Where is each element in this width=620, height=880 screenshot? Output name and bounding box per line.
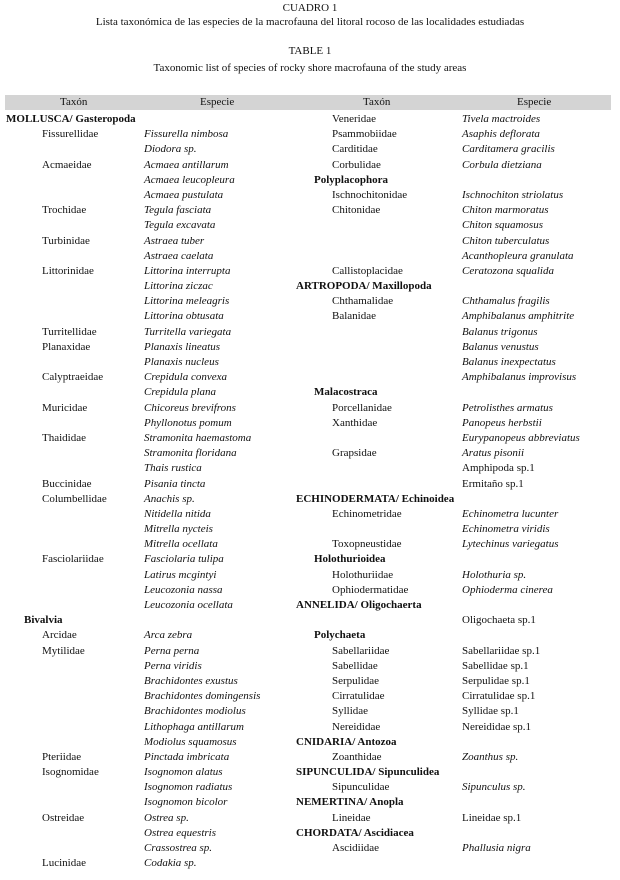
species-name: Lineidae sp.1 xyxy=(462,811,522,824)
species-name: Pisania tincta xyxy=(144,477,206,490)
table-row xyxy=(6,507,296,522)
table-row xyxy=(296,811,616,826)
species-name: Stramonita haemastoma xyxy=(144,431,252,444)
species-name: Littorina meleagris xyxy=(144,295,230,308)
species-name: Codakia sp. xyxy=(144,857,197,870)
family-name: Buccinidae xyxy=(42,477,92,490)
species-name: Fissurella nimbosa xyxy=(144,128,229,141)
species-name: Chicoreus brevifrons xyxy=(144,401,236,414)
species-name: Amphipoda sp.1 xyxy=(462,462,535,475)
species-name: Modiolus squamosus xyxy=(144,735,237,748)
species-name: Isognomon bicolor xyxy=(144,796,228,809)
family-name: Corbulidae xyxy=(332,158,381,171)
family-name: Ophiodermatidae xyxy=(332,583,409,596)
caption-en-subtitle: Taxonomic list of species of rocky shore macrofauna of the study areas xyxy=(153,62,467,74)
left-column-table xyxy=(6,112,296,871)
species-name: Syllidae sp.1 xyxy=(462,705,519,718)
family-name: Nereididae xyxy=(332,720,381,733)
family-name: Cirratulidae xyxy=(332,690,385,703)
species-name: Nitidella nitida xyxy=(144,507,211,520)
table-row xyxy=(6,112,296,127)
table-row xyxy=(296,492,616,507)
species-name: Balanus venustus xyxy=(462,340,539,353)
family-name: Planaxidae xyxy=(42,340,91,353)
header-taxon-right: Taxón xyxy=(363,96,391,108)
table-row xyxy=(296,689,616,704)
table-row xyxy=(296,537,616,552)
table-row xyxy=(296,613,616,628)
table-row xyxy=(6,370,296,385)
species-name: Ceratozona squalida xyxy=(462,264,554,277)
taxon-group: CNIDARIA/ Antozoa xyxy=(296,735,397,748)
family-name: Balanidae xyxy=(332,310,376,323)
family-name: Psammobiidae xyxy=(332,128,397,141)
species-name: Littorina ziczac xyxy=(144,280,213,293)
table-row xyxy=(296,309,616,324)
table-row xyxy=(296,552,616,567)
table-row xyxy=(6,203,296,218)
species-name: Perna perna xyxy=(144,644,200,657)
family-name: Thaididae xyxy=(42,431,86,444)
table-row xyxy=(6,811,296,826)
table-row xyxy=(296,218,616,233)
caption-es-subtitle: Lista taxonómica de las especies de la macrofauna del litoral rocoso de las localidades estudiadas xyxy=(95,16,525,28)
family-name: Arcidae xyxy=(42,629,77,642)
table-row xyxy=(6,598,296,613)
taxon-group: Bivalvia xyxy=(24,614,63,627)
table-row xyxy=(296,416,616,431)
species-name: Tegula excavata xyxy=(144,219,216,232)
family-name: Sabellariidae xyxy=(332,644,390,657)
species-name: Latirus mcgintyi xyxy=(144,568,217,581)
table-row xyxy=(296,142,616,157)
species-name: Acmaea leucopleura xyxy=(144,173,235,186)
species-name: Cirratulidae sp.1 xyxy=(462,690,536,703)
species-name: Isognomon alatus xyxy=(144,766,223,779)
table-row xyxy=(296,158,616,173)
table-row xyxy=(6,537,296,552)
family-name: Acmaeidae xyxy=(42,158,92,171)
table-row xyxy=(296,446,616,461)
species-name: Acanthopleura granulata xyxy=(462,249,574,262)
family-name: Mytilidae xyxy=(42,644,85,657)
table-row xyxy=(6,856,296,871)
table-row xyxy=(296,112,616,127)
species-name: Crepidula convexa xyxy=(144,371,227,384)
table-row xyxy=(296,644,616,659)
taxon-group: CHORDATA/ Ascidiacea xyxy=(296,826,414,839)
species-name: Acmaea pustulata xyxy=(144,188,224,201)
table-row xyxy=(296,234,616,249)
species-name: Acmaea antillarum xyxy=(144,158,229,171)
table-row xyxy=(6,431,296,446)
table-row xyxy=(6,477,296,492)
species-name: Chthamalus fragilis xyxy=(462,295,550,308)
table-row xyxy=(6,340,296,355)
species-name: Eurypanopeus abbreviatus xyxy=(462,431,580,444)
family-name: Fasciolariidae xyxy=(42,553,104,566)
table-row xyxy=(6,720,296,735)
species-name: Littorina obtusata xyxy=(144,310,224,323)
family-name: Grapsidae xyxy=(332,447,377,460)
table-row xyxy=(6,188,296,203)
family-name: Callistoplacidae xyxy=(332,264,403,277)
table-row xyxy=(296,659,616,674)
header-taxon-left: Taxón xyxy=(60,96,88,108)
table-row xyxy=(296,720,616,735)
family-name: Turritellidae xyxy=(42,325,97,338)
species-name: Petrolisthes armatus xyxy=(462,401,553,414)
table-row xyxy=(6,704,296,719)
table-row xyxy=(296,249,616,264)
species-name: Sabellidae sp.1 xyxy=(462,659,529,672)
header-species-left: Especie xyxy=(200,96,235,108)
table-row xyxy=(6,158,296,173)
species-name: Lithophaga antillarum xyxy=(144,720,244,733)
taxon-group: ARTROPODA/ Maxillopoda xyxy=(296,280,432,293)
table-row xyxy=(296,340,616,355)
taxon-group: ANNELIDA/ Oligochaerta xyxy=(296,599,422,611)
table-row xyxy=(296,674,616,689)
table-row xyxy=(296,826,616,841)
table-row xyxy=(6,552,296,567)
species-name: Planaxis lineatus xyxy=(144,340,221,353)
taxon-group: Polyplacophora xyxy=(314,173,388,186)
species-name: Oligochaeta sp.1 xyxy=(462,614,536,627)
table-row xyxy=(296,841,616,856)
family-name: Calyptraeidae xyxy=(42,371,104,384)
table-row xyxy=(6,385,296,400)
table-row xyxy=(6,218,296,233)
family-name: Carditidae xyxy=(332,143,378,156)
table-row xyxy=(6,492,296,507)
table-row xyxy=(296,568,616,583)
species-name: Ermitaño sp.1 xyxy=(462,477,524,490)
table-row xyxy=(296,750,616,765)
species-name: Stramonita floridana xyxy=(144,447,237,460)
table-row xyxy=(296,477,616,492)
family-name: Littorinidae xyxy=(42,264,94,277)
species-name: Littorina interrupta xyxy=(144,264,231,277)
species-name: Perna viridis xyxy=(144,659,202,672)
table-row xyxy=(6,735,296,750)
species-name: Ischnochiton striolatus xyxy=(462,188,564,201)
family-name: Fissurellidae xyxy=(42,128,99,141)
species-name: Planaxis nucleus xyxy=(144,356,219,368)
species-name: Ostrea sp. xyxy=(144,811,189,824)
table-row xyxy=(296,294,616,309)
caption-en-title: TABLE 1 xyxy=(288,45,332,57)
table-row xyxy=(296,735,616,750)
species-name: Mitrella nycteis xyxy=(144,523,213,536)
table-row xyxy=(6,522,296,537)
table-row xyxy=(6,644,296,659)
species-name: Isognomon radiatus xyxy=(144,781,233,794)
table-row xyxy=(296,704,616,719)
table-row xyxy=(6,401,296,416)
table-row xyxy=(6,613,296,628)
family-name: Porcellanidae xyxy=(332,401,392,414)
species-name: Thais rustica xyxy=(144,462,202,475)
species-name: Astraea tuber xyxy=(144,234,205,247)
species-name: Serpulidae sp.1 xyxy=(462,674,530,687)
family-name: Toxopneustidae xyxy=(332,538,402,551)
species-name: Balanus inexpectatus xyxy=(462,356,556,368)
family-name: Lineidae xyxy=(332,811,371,824)
family-name: Ostreidae xyxy=(42,811,85,824)
table-row xyxy=(6,127,296,142)
table-row xyxy=(6,750,296,765)
family-name: Holothuriidae xyxy=(332,568,394,581)
table-row xyxy=(296,264,616,279)
species-name: Astraea caelata xyxy=(144,249,214,262)
table-row xyxy=(6,355,296,370)
family-name: Sipunculidae xyxy=(332,781,390,794)
family-name: Columbellidae xyxy=(42,492,107,505)
family-name: Lucinidae xyxy=(42,857,86,870)
species-name: Chiton marmoratus xyxy=(462,204,549,217)
family-name: Chthamalidae xyxy=(332,295,394,308)
family-name: Chitonidae xyxy=(332,204,381,217)
species-name: Balanus trigonus xyxy=(462,325,538,338)
species-name: Echinometra viridis xyxy=(462,523,550,536)
species-name: Brachidontes domingensis xyxy=(144,690,261,703)
table-row xyxy=(6,780,296,795)
species-name: Anachis sp. xyxy=(144,492,195,505)
table-row xyxy=(296,385,616,400)
family-name: Veneridae xyxy=(332,113,376,125)
species-name: Tivela mactroides xyxy=(462,113,541,125)
taxon-group: MOLLUSCA/ Gasteropoda xyxy=(6,113,136,125)
family-name: Ascidiidae xyxy=(332,842,380,854)
species-name: Fasciolaria tulipa xyxy=(144,553,224,566)
species-name: Chiton squamosus xyxy=(462,219,543,232)
table-row xyxy=(6,325,296,340)
table-row xyxy=(296,795,616,810)
species-name: Echinometra lucunter xyxy=(462,507,559,520)
table-row xyxy=(296,780,616,795)
table-row xyxy=(6,309,296,324)
family-name: Sabellidae xyxy=(332,659,378,672)
species-name: Phallusia nigra xyxy=(462,842,531,854)
table-row xyxy=(296,461,616,476)
species-name: Brachidontes exustus xyxy=(144,674,238,687)
table-row xyxy=(296,279,616,294)
table-row xyxy=(296,188,616,203)
family-name: Echinometridae xyxy=(332,507,402,520)
table-row xyxy=(296,325,616,340)
species-name: Diodora sp. xyxy=(144,143,197,156)
table-row xyxy=(6,568,296,583)
species-name: Amphibalanus improvisus xyxy=(462,371,577,384)
header-species-right: Especie xyxy=(517,96,552,108)
family-name: Muricidae xyxy=(42,401,88,414)
table-row xyxy=(6,279,296,294)
taxon-group: Malacostraca xyxy=(314,386,378,399)
species-name: Zoanthus sp. xyxy=(462,750,519,763)
family-name: Isognomidae xyxy=(42,766,99,779)
taxon-group: Holothurioidea xyxy=(314,553,386,566)
table-row xyxy=(296,522,616,537)
species-name: Crassostrea sp. xyxy=(144,842,213,854)
species-name: Panopeus herbstii xyxy=(462,416,542,429)
species-name: Sabellariidae sp.1 xyxy=(462,644,541,657)
species-name: Crepidula plana xyxy=(144,386,217,399)
species-name: Nereididae sp.1 xyxy=(462,720,532,733)
species-name: Phyllonotus pomum xyxy=(144,416,232,429)
table-row xyxy=(6,446,296,461)
taxon-group: NEMERTINA/ Anopla xyxy=(296,796,404,809)
table-row xyxy=(296,355,616,370)
table-row xyxy=(296,401,616,416)
table-row xyxy=(296,507,616,522)
table-row xyxy=(6,294,296,309)
table-row xyxy=(296,628,616,643)
species-name: Tegula fasciata xyxy=(144,204,212,217)
table-row xyxy=(6,234,296,249)
taxon-group: Polychaeta xyxy=(314,629,366,642)
family-name: Zoanthidae xyxy=(332,750,382,763)
table-row xyxy=(6,674,296,689)
table-row xyxy=(296,173,616,188)
species-name: Leucozonia nassa xyxy=(144,583,223,596)
table-row xyxy=(6,142,296,157)
table-row xyxy=(6,628,296,643)
table-row xyxy=(6,264,296,279)
right-column-table xyxy=(296,112,616,856)
family-name: Trochidae xyxy=(42,204,87,217)
table-row xyxy=(6,659,296,674)
species-name: Brachidontes modiolus xyxy=(144,705,246,718)
species-name: Asaphis deflorata xyxy=(462,128,540,141)
species-name: Lytechinus variegatus xyxy=(462,538,559,551)
family-name: Turbinidae xyxy=(42,234,90,247)
species-name: Sipunculus sp. xyxy=(462,781,526,794)
species-name: Amphibalanus amphitrite xyxy=(462,310,575,323)
family-name: Ischnochitonidae xyxy=(332,188,408,201)
species-name: Leucozonia ocellata xyxy=(144,599,233,611)
table-row xyxy=(296,583,616,598)
table-row xyxy=(296,370,616,385)
species-name: Corbula dietziana xyxy=(462,158,542,171)
table-row xyxy=(6,249,296,264)
table-row xyxy=(6,795,296,810)
species-name: Arca zebra xyxy=(144,629,193,642)
family-name: Syllidae xyxy=(332,705,369,718)
table-row xyxy=(6,461,296,476)
family-name: Serpulidae xyxy=(332,674,380,687)
species-name: Carditamera gracilis xyxy=(462,143,555,156)
table-row xyxy=(296,203,616,218)
species-name: Aratus pisonii xyxy=(462,447,525,460)
table-row xyxy=(6,765,296,780)
table-row xyxy=(6,841,296,856)
table-row xyxy=(296,127,616,142)
species-name: Turritella variegata xyxy=(144,325,232,338)
table-row xyxy=(296,598,616,613)
species-name: Mitrella ocellata xyxy=(144,538,218,551)
species-name: Chiton tuberculatus xyxy=(462,234,550,247)
taxon-group: ECHINODERMATA/ Echinoidea xyxy=(296,492,455,505)
table-row xyxy=(6,173,296,188)
table-row xyxy=(296,431,616,446)
species-name: Ostrea equestris xyxy=(144,826,217,839)
species-name: Pinctada imbricata xyxy=(144,750,230,763)
taxon-group: SIPUNCULIDA/ Sipunculidea xyxy=(296,766,440,779)
table-row xyxy=(6,583,296,598)
species-name: Holothuria sp. xyxy=(462,568,527,581)
table-row xyxy=(6,689,296,704)
table-row xyxy=(296,765,616,780)
caption-es-title: CUADRO 1 xyxy=(282,2,338,14)
table-row xyxy=(6,416,296,431)
family-name: Pteriidae xyxy=(42,750,82,763)
family-name: Xanthidae xyxy=(332,416,378,429)
species-name: Ophioderma cinerea xyxy=(462,583,553,596)
table-row xyxy=(6,826,296,841)
